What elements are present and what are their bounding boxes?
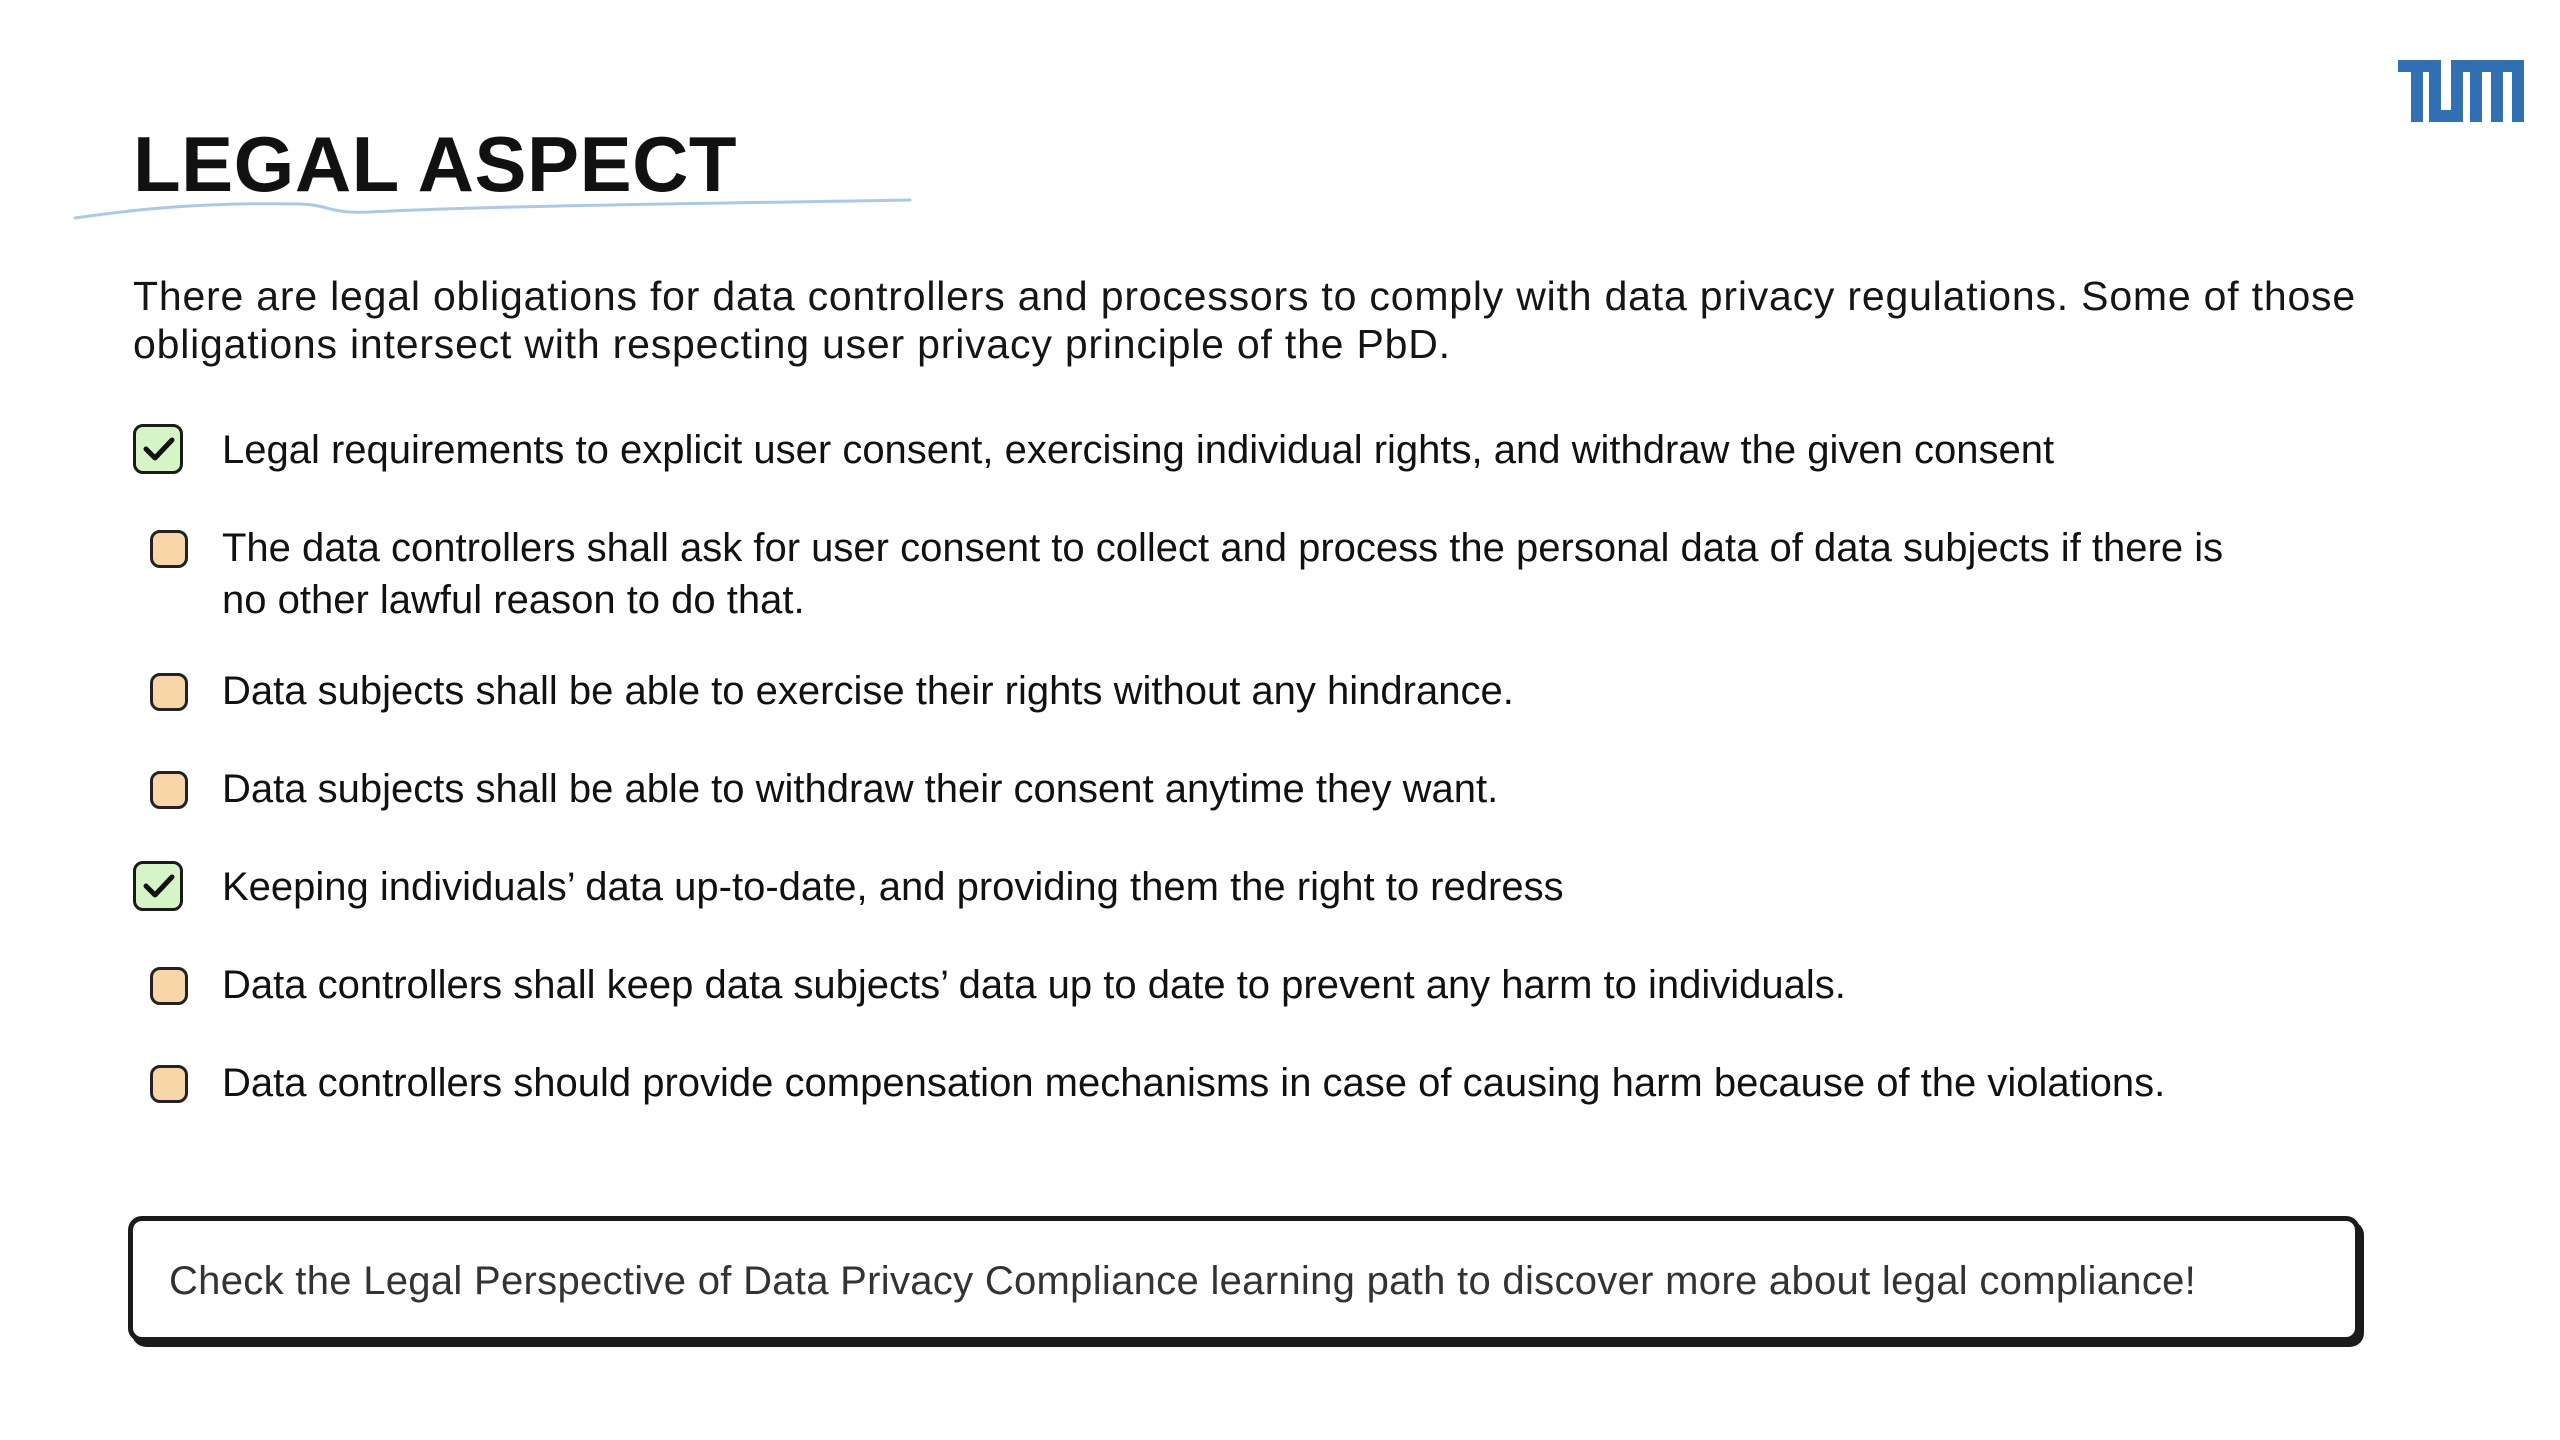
list-item [133, 522, 2383, 632]
bullet-box-icon [150, 673, 188, 711]
list-item-text: Data controllers shall keep data subjects’ data up to date to prevent any harm to individuals. [222, 963, 1846, 1007]
bullet-box-icon [150, 530, 188, 568]
bullet-box-icon [150, 771, 188, 809]
list-item [133, 665, 2383, 775]
checkbox-checked-icon [133, 424, 183, 474]
checkbox-checked-icon [133, 861, 183, 911]
list-item-text: Data subjects shall be able to withdraw their consent anytime they want. [222, 767, 1499, 811]
bullet-box-icon [150, 967, 188, 1005]
intro-paragraph: There are legal obligations for data controllers and processors to comply with data privacy regulations. Some of those obligations intersect with respecting user privacy principle of the PbD. [133, 273, 2356, 367]
list-item [133, 861, 2383, 971]
bullet-box-icon [150, 1065, 188, 1103]
callout-text: Check the Legal Perspective of Data Privacy Compliance learning path to discover more about legal compliance! [169, 1259, 2197, 1303]
title-underline [70, 188, 920, 228]
list-item-text: Data controllers should provide compensation mechanisms in case of causing harm because of the violations. [222, 1061, 2166, 1105]
list-item [133, 763, 2383, 873]
list-item-text: Legal requirements to explicit user consent, exercising individual rights, and withdraw the given consent [222, 428, 2055, 472]
list-item-text: The data controllers shall ask for user consent to collect and process the personal data of data subjects if there is no other lawful reason to do that. [222, 526, 2224, 622]
tum-logo-icon [2398, 60, 2524, 122]
list-item-text: Keeping individuals’ data up-to-date, and providing them the right to redress [222, 865, 1564, 909]
list-item-text: Data subjects shall be able to exercise their rights without any hindrance. [222, 669, 1514, 713]
list-item [133, 1057, 2383, 1167]
learning-path-callout [128, 1216, 2360, 1342]
list-item [133, 959, 2383, 1069]
list-item [133, 424, 2383, 534]
slide-title: LEGAL ASPECT [133, 120, 738, 208]
